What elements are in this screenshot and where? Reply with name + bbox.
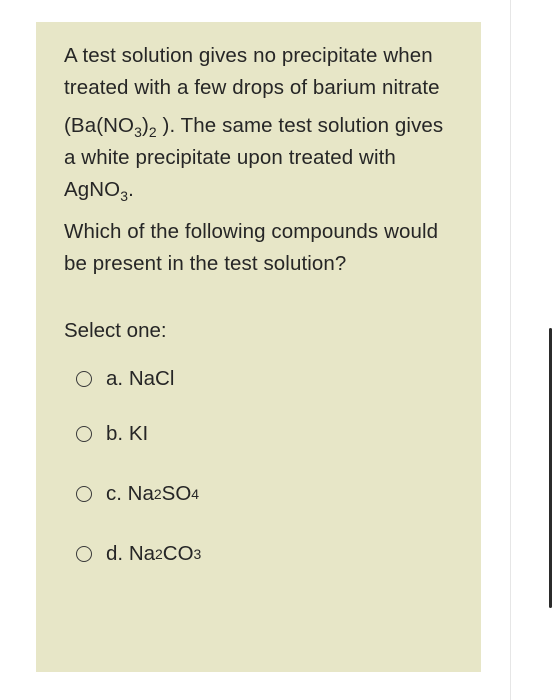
option-letter: b. xyxy=(106,422,124,445)
formula-end: . xyxy=(128,178,134,201)
option-letter: c. xyxy=(106,482,122,505)
panel-divider xyxy=(510,0,511,700)
option-c[interactable]: c. Na 2 SO 4 xyxy=(76,464,453,524)
option-label-mid: CO xyxy=(162,542,194,565)
formula-sub-3: 3 xyxy=(134,123,142,140)
option-b[interactable] xyxy=(76,404,453,464)
formula-open: (Ba(NO xyxy=(64,114,135,137)
select-one-label: Select one: xyxy=(64,319,167,342)
answer-options xyxy=(64,354,453,584)
radio-button-icon[interactable] xyxy=(76,426,92,442)
option-letter: a. xyxy=(106,367,124,390)
radio-button-icon[interactable] xyxy=(76,486,92,502)
question-card xyxy=(36,22,481,672)
option-d[interactable]: d. Na 2 CO 3 xyxy=(76,524,453,584)
scrollbar[interactable] xyxy=(549,328,552,608)
option-letter: d. xyxy=(106,542,124,565)
option-label: NaCl xyxy=(128,367,175,390)
agno3-sub-3: 3 xyxy=(120,187,129,204)
option-label: KI xyxy=(128,422,149,445)
option-label-pre: Na xyxy=(128,542,156,565)
formula-close: ). The same test solution gives a white precipitate upon treated with AgNO xyxy=(64,114,444,201)
question-intro: A test solution gives no precipitate when treated with a few drops of barium nitrate xyxy=(64,44,440,99)
option-label-pre: Na xyxy=(127,482,154,505)
option-label-mid: SO xyxy=(161,482,192,505)
formula-sub-2: 2 xyxy=(148,123,157,140)
formula-mid: ) xyxy=(141,114,149,137)
question-formula-text xyxy=(64,110,453,206)
radio-button-icon[interactable] xyxy=(76,546,92,562)
radio-button-icon[interactable] xyxy=(76,371,92,387)
option-a[interactable] xyxy=(76,354,453,404)
question-prompt: Which of the following compounds would be present in the test solution? xyxy=(64,220,439,275)
